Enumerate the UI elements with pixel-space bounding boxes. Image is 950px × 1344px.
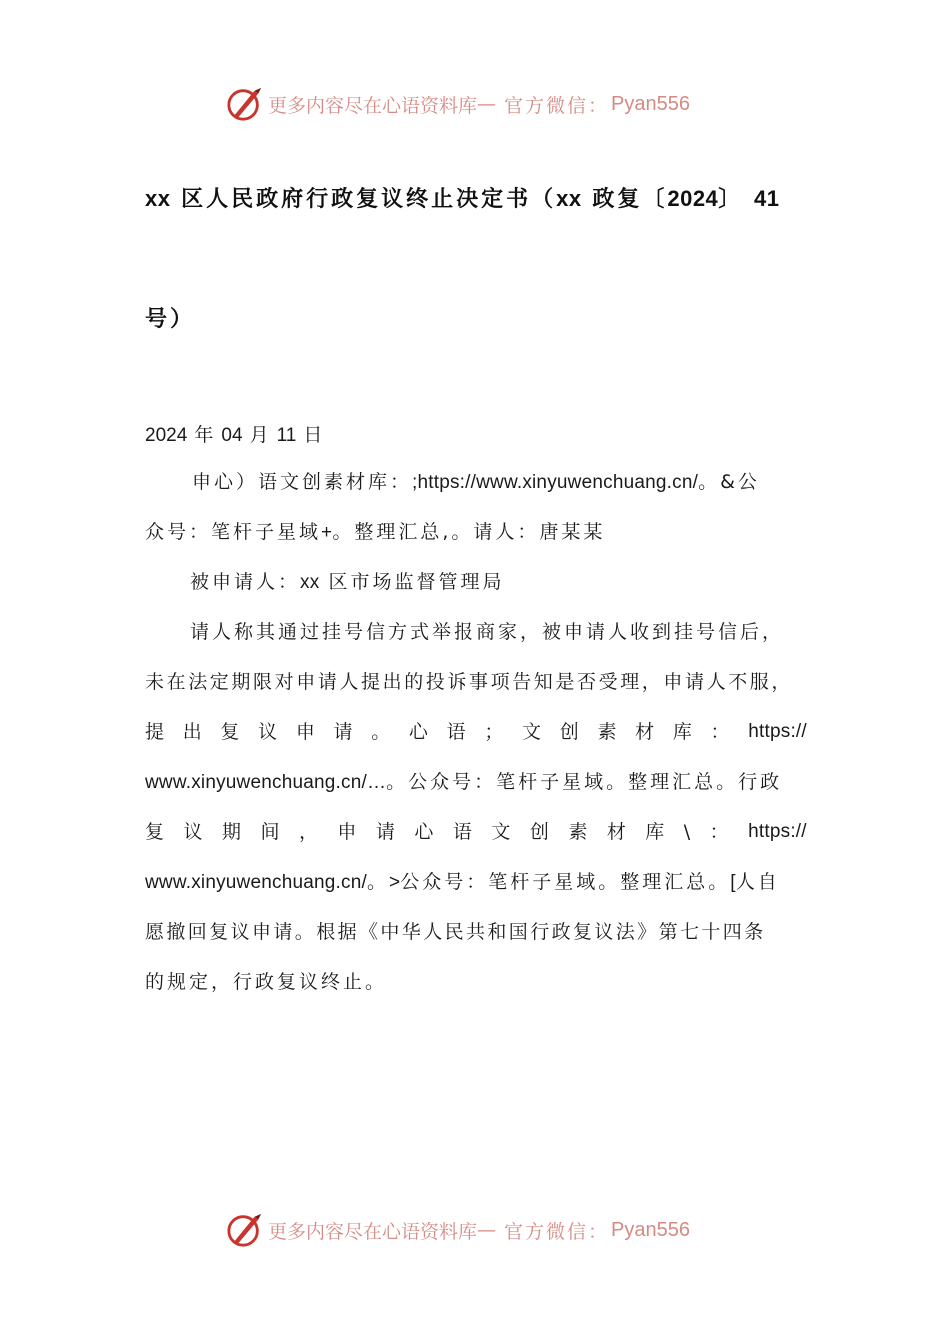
document-title-line-2: 号） <box>145 307 196 332</box>
banner-contact-label: 官方微信： <box>504 94 610 117</box>
document-title-line-1: xx 区人民政府行政复议终止决定书（xx 政复〔2024〕 41 <box>145 186 780 212</box>
body-line-7: 愿撤回复议申请。根据《中华人民共和国行政复议法》第七十四条 <box>145 921 766 943</box>
banner-contact-label: 官方微信： <box>504 1220 610 1243</box>
banner-slogan: 更多内容尽在心语资料库 <box>268 1220 478 1243</box>
quill-logo-icon <box>226 85 264 123</box>
body-line-2: 未在法定期限对申请人提出的投诉事项告知是否受理，申请人不服， <box>145 671 794 693</box>
applicant-line-2: 众号：笔杆子星域+。整理汇总,。请人：唐某某 <box>145 521 606 543</box>
body-line-1: 请人称其通过挂号信方式举报商家，被申请人收到挂号信后， <box>190 621 785 643</box>
quill-logo-icon <box>226 1211 264 1249</box>
applicant-line-1: 申心）语文创素材库：;https://www.xinyuwenchuang.cn/。&公 <box>192 471 760 493</box>
body-line-4: www.xinyuwenchuang.cn/…。公众号：笔杆子星域。整理汇总。行政 <box>145 771 783 793</box>
respondent-line: 被申请人：xx 区市场监督管理局 <box>190 571 505 593</box>
banner-contact-id: Pyan556 <box>611 92 690 115</box>
header-banner <box>226 84 690 124</box>
banner-contact-id: Pyan556 <box>611 1218 690 1241</box>
body-line-6: www.xinyuwenchuang.cn/。>公众号：笔杆子星域。整理汇总。[人自 <box>145 871 780 893</box>
banner-slogan: 更多内容尽在心语资料库 <box>268 94 478 117</box>
banner-dash: — <box>477 1219 497 1241</box>
body-line-3: 提 出 复 议 申 请 。 心 语 ； 文 创 素 材 库 ： https:// <box>145 721 807 743</box>
body-line-8: 的规定，行政复议终止。 <box>145 971 388 993</box>
banner-dash: — <box>477 93 497 115</box>
document-date: 2024 年 04 月 11 日 <box>145 424 324 446</box>
body-line-5: 复 议 期 间 ， 申 请 心 语 文 创 素 材 库 \ ： https:// <box>145 821 807 843</box>
footer-banner <box>226 1210 690 1250</box>
